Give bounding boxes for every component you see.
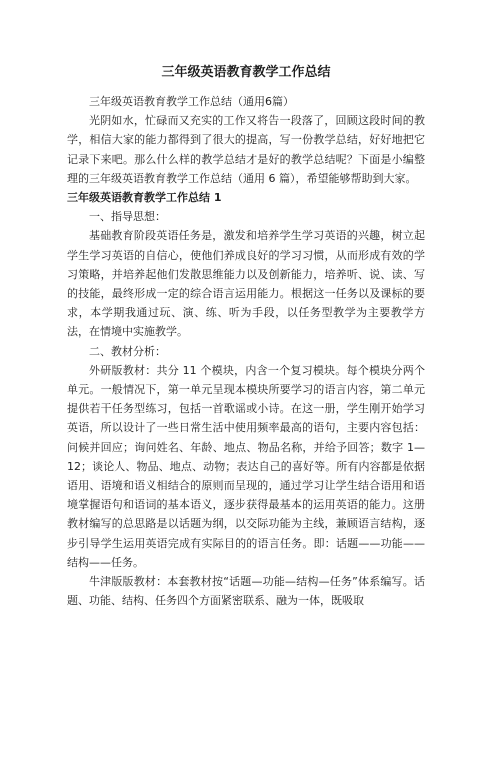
document-page [0,64,496,766]
paragraph-oxford-textbook: 牛津版版教材：本套教材按“话题—功能—结构—任务”体系编写。话题、功能、结构、任务四个方面紧密联系、融为一体，既吸取 [67,575,425,608]
intro-title: 三年级英语教育教学工作总结（通用6篇） [89,95,294,108]
subheading-guiding-ideology: 一、指导思想： [89,210,166,224]
section-heading: 三年级英语教育教学工作总结 1 [67,191,222,205]
paragraph-guiding-ideology: 基础教育阶段英语任务是，激发和培养学生学习英语的兴趣，树立起学生学习英语的自信心，使他们养成良好的学习习惯，从而形成有效的学习策略，并培养起他们发散思维能力以及创新能力，培养听、说、读、写的技能，最终形成一定的综合语言运用能力。根据这一任务以及课标的要求，本学期我通过玩、演、练、听为手段，以任务型教学为主要教学方法，在情境中实施教学。 [67,229,425,339]
subheading-textbook-analysis: 二、教材分析： [89,344,166,358]
page-title: 三年级英语教育教学工作总结 [161,65,331,80]
document-body [67,92,425,610]
paragraph-waiyan-textbook: 外研版教材：共分 11 个模块，内含一个复习模块。每个模块分两个单元。一般情况下，第一单元呈现本模块所要学习的语言内容，第二单元提供若干任务型练习，包括一首歌谣或小诗。在这一册，学生刚开始学习英语，所以设计了一些日常生活中使用频率最高的语句，主要内容包括：问候并回应；询问姓名、年龄、地点、物品名称，并给予回答；数字 1—12；谈论人、物品、地点、动物；表达自己的喜好等。所有内容都是依据语用、语境和语义相结合的原则而呈现的，通过学习让学生结合语用和语境掌握语句和语词的基本语义，逐步获得最基本的运用英语的能力。这册教材编写的总思路是以话题为纲，以交际功能为主线，兼顾语言结构，逐步引导学生运用英语完成有实际目的的语言任务。即：话题——功能——结构——任务。 [67,363,425,569]
intro-paragraph: 光阴如水，忙碌而又充实的工作又将告一段落了，回顾这段时间的教学，相信大家的能力都得到了很大的提高，写一份教学总结，好好地把它记录下来吧。那么什么样的教学总结才是好的教学总结呢？下面是小编整理的三年级英语教育教学工作总结（通用 6 篇），希望能够帮助到大家。 [67,114,425,185]
